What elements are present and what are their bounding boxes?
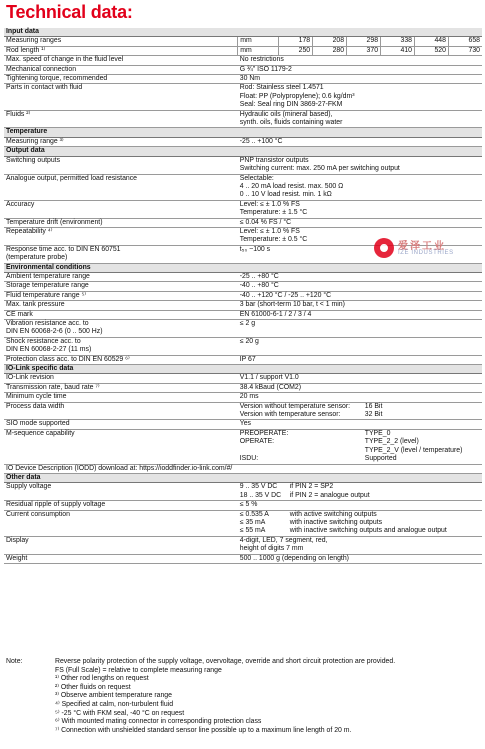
row-value: 410 (381, 46, 415, 55)
value-line: -25 .. +80 °C (239, 272, 279, 280)
row-value (238, 291, 482, 300)
table-row (4, 429, 482, 464)
row-value (238, 420, 482, 429)
row-label: Weight (4, 554, 238, 563)
row-label: Ambient temperature range (4, 272, 238, 281)
pair-key (240, 447, 365, 455)
row-value: 298 (347, 37, 381, 46)
row-value (238, 156, 482, 174)
table-row (4, 37, 482, 46)
row-value (238, 501, 482, 510)
value-line: Level: ≤ ± 1.0 % FS (239, 227, 300, 235)
pair-key: 9 .. 35 V DC (239, 483, 278, 491)
value-line: -40 .. +80 °C (239, 282, 279, 290)
section-title: Other data (4, 473, 482, 482)
section-title: Temperature (4, 128, 482, 137)
row-label: Minimum cycle time (4, 393, 238, 402)
value-line: G ¾" ISO 1179-2 (239, 65, 292, 73)
footnote: ¹⁾ Other rod lengths on request (55, 675, 149, 683)
value-line: Selectable: (239, 174, 274, 182)
table-row (4, 554, 482, 563)
row-value (238, 554, 482, 563)
table-row (4, 200, 482, 218)
pair-key: 18 .. 35 V DC (239, 491, 282, 499)
row-label: Rod length ¹⁾ (4, 46, 238, 55)
page-title: Technical data: (6, 2, 133, 22)
row-value (238, 282, 482, 291)
pair-key: Version without temperature sensor: (239, 402, 351, 410)
value-line: 30 Nm (239, 75, 261, 83)
row-value (238, 536, 482, 554)
row-value: 178 (279, 37, 313, 46)
table-row (4, 75, 482, 84)
row-label: Max. speed of change in the fluid level (4, 56, 238, 65)
value-line: ≤ 20 g (239, 337, 259, 345)
row-value (238, 310, 482, 319)
row-label: Display (4, 536, 238, 554)
value-line: ≤ 0.04 % FS / °C (239, 218, 292, 226)
row-label: Max. tank pressure (4, 301, 238, 310)
pair-key: ≤ 0.535 A (239, 510, 269, 518)
row-label: Current consumption (4, 510, 238, 536)
section-header (4, 128, 482, 137)
note-key: Note: (6, 658, 23, 665)
value-line: Float: PP (Polypropylene); 0.6 kg/dm³ (239, 92, 355, 100)
pair-value: if PIN 2 = SP2 (289, 483, 334, 491)
table-row (4, 301, 482, 310)
table-row (4, 374, 482, 383)
pair-value: TYPE_0 (364, 429, 391, 437)
row-value (238, 75, 482, 84)
value-line: 4-digit, LED, 7 segment, red, (239, 536, 328, 544)
row-label: Parts in contact with fluid (4, 84, 238, 110)
row-unit: mm (238, 46, 279, 55)
section-header (4, 263, 482, 272)
table-row (4, 174, 482, 200)
row-label: Measuring ranges (4, 37, 238, 46)
row-value (238, 110, 482, 128)
row-label: M-sequence capability (4, 429, 238, 464)
pair-value: Supported (364, 455, 397, 463)
logo-icon (374, 238, 394, 258)
technical-data-table (4, 28, 482, 564)
table-row (4, 110, 482, 128)
row-label: Shock resistance acc. to DIN EN 60068-2-27 (11 ms) (4, 337, 238, 355)
section-header (4, 473, 482, 482)
watermark-logo (374, 237, 484, 263)
row-value (238, 65, 482, 74)
row-label: IO-Link revision (4, 374, 238, 383)
value-line: -40 .. +120 °C / -25 .. +120 °C (239, 291, 332, 299)
value-line: 0 .. 10 V load resist. min. 1 kΩ (239, 191, 332, 199)
pair-key: OPERATE: (239, 438, 275, 446)
row-label: Storage temperature range (4, 282, 238, 291)
row-value (238, 272, 482, 281)
value-line: Yes (239, 420, 251, 428)
value-line: 20 ms (239, 393, 259, 401)
row-label: Supply voltage (4, 483, 238, 501)
row-label: Fluid temperature range ⁵⁾ (4, 291, 238, 300)
pair-value: TYPE_2_V (level / temperature) (364, 446, 463, 454)
row-value (238, 483, 482, 501)
footnote: ²⁾ Other fluids on request (55, 683, 131, 691)
note-text: Reverse polarity protection of the supply voltage, overvoltage, override and short circuit protection are provided. (55, 658, 396, 665)
table-row (4, 483, 482, 501)
watermark-en: IZE INDUSTRIES (398, 250, 454, 256)
row-value (238, 200, 482, 218)
row-value (238, 510, 482, 536)
table-row (4, 137, 482, 146)
value-line: 3 bar (short-term 10 bar, t < 1 min) (239, 301, 345, 309)
row-value (238, 320, 482, 338)
value-line: No restrictions (239, 56, 284, 64)
row-value (238, 374, 482, 383)
table-row (4, 56, 482, 65)
row-value: 208 (313, 37, 347, 46)
value-line: 500 .. 1000 g (depending on length) (239, 554, 349, 562)
footnote: ⁴⁾ Specified at calm, non-turbulent fluid (55, 700, 174, 708)
row-label: SIO mode supported (4, 420, 238, 429)
notes-block (6, 658, 482, 735)
pair-value: TYPE_2_2 (level) (364, 438, 419, 446)
row-label: Mechanical connection (4, 65, 238, 74)
section-title: Output data (4, 147, 482, 156)
section-title: Input data (4, 28, 482, 37)
table-row (4, 383, 482, 392)
pair-value: 16 Bit (364, 402, 383, 410)
value-line: Rod: Stainless steel 1.4571 (239, 84, 324, 92)
row-value (238, 393, 482, 402)
value-line: Temperature: ± 1.5 °C (239, 209, 308, 217)
pair-key: ≤ 35 mA (239, 518, 266, 526)
row-label: Vibration resistance acc. to DIN EN 60068-2-6 (0 .. 500 Hz) (4, 320, 238, 338)
row-value (238, 218, 482, 227)
row-value (238, 337, 482, 355)
value-line: 4 .. 20 mA load resist. max. 500 Ω (239, 182, 344, 190)
row-label: Measuring range ³⁾ (4, 137, 238, 146)
full-scale-note: FS (Full Scale) = relative to complete measuring range (55, 666, 222, 674)
table-row (4, 355, 482, 364)
pair-value: with inactive switching outputs (289, 518, 383, 526)
row-value (238, 137, 482, 146)
table-row (4, 402, 482, 420)
value-line: t₅₀ ~100 s (239, 245, 271, 253)
row-label: Fluids ²⁾ (4, 110, 238, 128)
value-line: synth. oils, fluids containing water (239, 119, 343, 127)
table-row (4, 310, 482, 319)
table-row (4, 65, 482, 74)
row-label: Temperature drift (environment) (4, 218, 238, 227)
value-line: Level: ≤ ± 1.0 % FS (239, 200, 300, 208)
pair-value: if PIN 2 = analogue output (289, 491, 370, 499)
table-row (4, 272, 482, 281)
pair-key: Version with temperature sensor: (239, 411, 341, 419)
row-label: Residual ripple of supply voltage (4, 501, 238, 510)
row-label: CE mark (4, 310, 238, 319)
row-label: Accuracy (4, 200, 238, 218)
value-line: Switching current: max. 250 mA per switching output (239, 165, 400, 173)
row-label: Transmission rate, baud rate ⁷⁾ (4, 383, 238, 392)
value-line: ≤ 5 % (239, 501, 258, 509)
table-row (4, 84, 482, 110)
row-label: Protection class acc. to DIN EN 60529 ⁶⁾ (4, 355, 238, 364)
pair-value: 32 Bit (364, 411, 383, 419)
row-value: 448 (415, 37, 449, 46)
value-line: -25 .. +100 °C (239, 137, 283, 145)
table-row (4, 501, 482, 510)
row-label: Analogue output, permitted load resistance (4, 174, 238, 200)
row-value (238, 383, 482, 392)
table-row (4, 393, 482, 402)
row-value (238, 301, 482, 310)
section-header (4, 147, 482, 156)
value-line: 38.4 kBaud (COM2) (239, 383, 302, 391)
row-value: 370 (347, 46, 381, 55)
row-value (238, 84, 482, 110)
iodd-link-text[interactable]: IO Device Description (IODD) download at: https://ioddfinder.io-link.com/#/ (4, 464, 482, 473)
table-row (4, 536, 482, 554)
footnote: ⁷⁾ Connection with unshielded standard sensor line possible up to a maximum line length of 20 m. (55, 726, 352, 734)
row-label: Tightening torque, recommended (4, 75, 238, 84)
table-row (4, 291, 482, 300)
value-line: V1.1 / support V1.0 (239, 374, 299, 382)
table-row (4, 320, 482, 338)
pair-key: ISDU: (239, 455, 259, 463)
row-value (238, 402, 482, 420)
value-line: ≤ 2 g (239, 320, 256, 327)
row-value: 280 (313, 46, 347, 55)
iodd-row (4, 464, 482, 473)
row-value: 658 (448, 37, 482, 46)
value-line: PNP transistor outputs (239, 156, 309, 164)
footnote: ³⁾ Observe ambient temperature range (55, 692, 172, 700)
section-title: Environmental conditions (4, 263, 482, 272)
row-label: Repeatability ⁴⁾ (4, 227, 238, 245)
row-label: Process data width (4, 402, 238, 420)
section-header (4, 365, 482, 374)
value-line: Hydraulic oils (mineral based), (239, 110, 333, 118)
row-label: Response time acc. to DIN EN 60751 (temperature probe) (4, 245, 238, 263)
row-value (238, 174, 482, 200)
table-row (4, 420, 482, 429)
row-value: 730 (448, 46, 482, 55)
footnote: ⁶⁾ With mounted mating connector in corresponding protection class (55, 718, 262, 726)
row-value (238, 355, 482, 364)
footnote: ⁵⁾ -25 °C with FKM seal, -40 °C on request (55, 709, 185, 717)
value-line: height of digits 7 mm (239, 545, 304, 553)
value-line: IP 67 (239, 355, 256, 363)
table-row (4, 337, 482, 355)
pair-key: ≤ 55 mA (239, 527, 266, 535)
row-value (238, 56, 482, 65)
row-value: 520 (415, 46, 449, 55)
row-unit: mm (238, 37, 279, 46)
row-value (238, 429, 482, 464)
value-line: EN 61000-6-1 / 2 / 3 / 4 (239, 310, 312, 318)
table-row (4, 282, 482, 291)
table-row (4, 218, 482, 227)
row-label: Switching outputs (4, 156, 238, 174)
section-title: IO-Link specific data (4, 365, 482, 374)
row-value: 338 (381, 37, 415, 46)
table-row (4, 46, 482, 55)
row-value: 250 (279, 46, 313, 55)
table-row (4, 156, 482, 174)
pair-value: with active switching outputs (289, 510, 377, 518)
pair-key: PREOPERATE: (239, 429, 289, 437)
section-header (4, 28, 482, 37)
pair-value: with inactive switching outputs and analogue output (289, 527, 447, 535)
watermark-cn: 爱泽工业 (398, 241, 446, 252)
value-line: Temperature: ± 0.5 °C (239, 236, 308, 244)
table-row (4, 510, 482, 536)
value-line: Seal: Seal ring DIN 3869-27-FKM (239, 101, 343, 109)
